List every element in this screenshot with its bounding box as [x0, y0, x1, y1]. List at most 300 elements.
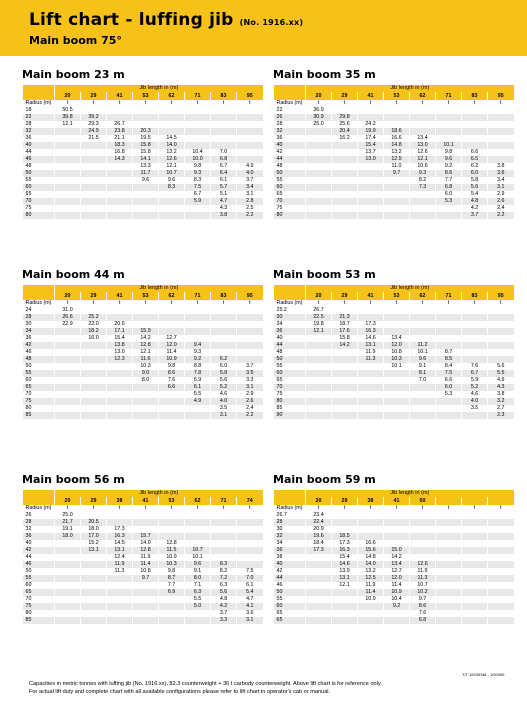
table-row [23, 568, 263, 575]
table-row [274, 596, 514, 603]
jib-label-row [274, 490, 514, 497]
capacity-cell [237, 533, 263, 540]
capacity-cell [436, 212, 462, 219]
capacity-cell [133, 398, 159, 405]
capacity-cell [462, 519, 488, 526]
capacity-cell [410, 519, 436, 526]
capacity-cell [384, 533, 410, 540]
capacity-cell: 20.6 [107, 321, 133, 328]
capacity-cell [107, 307, 133, 314]
capacity-cell [237, 561, 263, 568]
jib-lengths-row [23, 497, 263, 505]
capacity-cell: 13.1 [358, 342, 384, 349]
unit-cell: t [436, 505, 462, 512]
table-row [23, 370, 263, 377]
capacity-cell [332, 391, 358, 398]
capacity-cell [237, 526, 263, 533]
capacity-cell [306, 377, 332, 384]
table-row [274, 610, 514, 617]
capacity-cell: 12.7 [384, 568, 410, 575]
capacity-cell [384, 610, 410, 617]
table-row [23, 121, 263, 128]
table-row [274, 617, 514, 624]
capacity-cell [107, 617, 133, 624]
capacity-cell [488, 547, 514, 554]
capacity-cell [185, 321, 211, 328]
table-row [23, 128, 263, 135]
capacity-cell [55, 191, 81, 198]
table-row [274, 307, 514, 314]
capacity-cell: 39.2 [81, 114, 107, 121]
capacity-cell: 13.4 [384, 335, 410, 342]
unit-cell: t [462, 300, 488, 307]
radius-cell: 28 [276, 121, 283, 127]
table-row [274, 405, 514, 412]
capacity-cell [159, 603, 185, 610]
radius-cell: 48 [276, 349, 283, 355]
capacity-cell [211, 142, 237, 149]
capacity-cell: 14.6 [358, 335, 384, 342]
capacity-cell [384, 198, 410, 205]
capacity-cell: 3.7 [211, 610, 237, 617]
capacity-cell [332, 149, 358, 156]
unit-cell: t [159, 300, 185, 307]
capacity-cell [55, 596, 81, 603]
radius-cell: 44 [274, 342, 306, 349]
capacity-cell: 4.6 [462, 391, 488, 398]
capacity-cell [384, 391, 410, 398]
capacity-cell: 6.1 [237, 582, 263, 589]
unit-cell: t [107, 300, 133, 307]
capacity-cell: 6.1 [185, 384, 211, 391]
capacity-cell [410, 412, 436, 419]
table-row [23, 519, 263, 526]
unit-cell: t [237, 100, 263, 107]
capacity-cell [185, 128, 211, 135]
capacity-cell [410, 128, 436, 135]
capacity-cell [332, 307, 358, 314]
capacity-cell: 11.0 [384, 163, 410, 170]
capacity-cell: 3.5 [237, 370, 263, 377]
capacity-cell: 6.5 [462, 156, 488, 163]
capacity-cell: 10.1 [384, 363, 410, 370]
radius-cell: 28 [25, 121, 32, 127]
table-row [274, 121, 514, 128]
radius-cell: 80 [274, 212, 306, 219]
capacity-cell: 2.7 [488, 405, 514, 412]
capacity-cell: 4.8 [462, 198, 488, 205]
radius-cell: 24 [25, 307, 32, 313]
capacity-cell [462, 135, 488, 142]
capacity-cell [81, 391, 107, 398]
capacity-cell [384, 205, 410, 212]
capacity-cell: 9.1 [410, 363, 436, 370]
capacity-cell: 4.9 [237, 163, 263, 170]
capacity-cell: 14.0 [358, 561, 384, 568]
radius-cell: 34 [276, 540, 283, 546]
capacity-cell [107, 170, 133, 177]
capacity-cell [133, 412, 159, 419]
capacity-cell: 4.2 [211, 603, 237, 610]
capacity-cell: 17.3 [332, 540, 358, 547]
capacity-cell: 14.3 [107, 156, 133, 163]
capacity-cell [55, 575, 81, 582]
jib-length-cell: 95 [237, 292, 263, 300]
capacity-cell: 3.6 [488, 170, 514, 177]
table-row [274, 184, 514, 191]
capacity-cell: 25.6 [332, 121, 358, 128]
radius-cell: 55 [276, 363, 283, 369]
radius-cell: 40 [25, 540, 32, 546]
table-row [23, 170, 263, 177]
capacity-cell [133, 512, 159, 519]
capacity-cell: 7.2 [211, 575, 237, 582]
chart-title: Main boom 35 m [273, 68, 376, 81]
jib-length-cell: 41 [107, 92, 133, 100]
capacity-cell: 4.1 [237, 603, 263, 610]
table-row [23, 321, 263, 328]
capacity-cell [185, 205, 211, 212]
unit-cell: t [55, 100, 81, 107]
unit-cell: t [332, 300, 358, 307]
unit-cell: t [107, 505, 133, 512]
table-row [23, 547, 263, 554]
radius-cell: 70 [274, 198, 306, 205]
radius-cell: 85 [23, 412, 55, 419]
radius-label: Radius (m) [23, 300, 55, 307]
capacity-cell [81, 170, 107, 177]
capacity-cell: 10.9 [384, 589, 410, 596]
capacity-cell [436, 610, 462, 617]
table-row [274, 575, 514, 582]
jib-length-cell: 41 [358, 292, 384, 300]
capacity-cell: 11.9 [358, 582, 384, 589]
capacity-cell [332, 617, 358, 624]
jib-length-cell: 83 [211, 92, 237, 100]
capacity-cell: 14.5 [107, 540, 133, 547]
capacity-cell: 10.7 [410, 582, 436, 589]
capacity-cell [107, 363, 133, 370]
table-row [23, 356, 263, 363]
table-row [23, 582, 263, 589]
capacity-cell [133, 212, 159, 219]
capacity-cell [211, 519, 237, 526]
capacity-cell [211, 554, 237, 561]
jib-length-label: Jib length in (m) [55, 285, 263, 292]
capacity-cell [133, 526, 159, 533]
capacity-cell: 18.7 [332, 321, 358, 328]
capacity-cell [410, 205, 436, 212]
capacity-cell [55, 184, 81, 191]
capacity-cell: 18.6 [384, 128, 410, 135]
capacity-cell: 5.8 [462, 177, 488, 184]
table-row [274, 363, 514, 370]
capacity-cell [237, 349, 263, 356]
capacity-cell [358, 191, 384, 198]
capacity-cell: 7.0 [211, 149, 237, 156]
capacity-cell [436, 547, 462, 554]
capacity-cell: 14.2 [332, 342, 358, 349]
capacity-cell [436, 519, 462, 526]
capacity-cell [306, 356, 332, 363]
capacity-cell: 9.3 [410, 170, 436, 177]
table-row [274, 547, 514, 554]
capacity-cell: 6.7 [462, 370, 488, 377]
capacity-cell [159, 610, 185, 617]
capacity-cell [185, 610, 211, 617]
capacity-cell: 8.3 [185, 177, 211, 184]
capacity-cell [384, 617, 410, 624]
capacity-cell [185, 328, 211, 335]
table-row [23, 163, 263, 170]
capacity-cell [55, 342, 81, 349]
capacity-cell [436, 342, 462, 349]
table-row [274, 512, 514, 519]
table-row [23, 398, 263, 405]
capacity-cell: 21.5 [81, 135, 107, 142]
capacity-cell [237, 135, 263, 142]
capacity-cell: 6.0 [436, 191, 462, 198]
radius-cell: 60 [25, 582, 32, 588]
capacity-cell [81, 412, 107, 419]
capacity-cell [462, 547, 488, 554]
capacity-cell [462, 526, 488, 533]
capacity-cell: 29.3 [81, 121, 107, 128]
capacity-cell: 8.6 [159, 370, 185, 377]
capacity-cell: 3.1 [488, 184, 514, 191]
jib-length-cell [462, 497, 488, 505]
lift-table [273, 490, 514, 624]
capacity-cell [55, 156, 81, 163]
capacity-cell [211, 307, 237, 314]
radius-cell: 50 [25, 363, 32, 369]
capacity-cell: 11.4 [358, 589, 384, 596]
jib-length-label: Jib length in (m) [306, 85, 514, 92]
capacity-cell: 14.0 [133, 540, 159, 547]
capacity-cell [185, 142, 211, 149]
capacity-cell [159, 533, 185, 540]
capacity-cell [410, 191, 436, 198]
capacity-cell [488, 554, 514, 561]
capacity-cell [237, 554, 263, 561]
capacity-cell [237, 321, 263, 328]
capacity-cell [358, 512, 384, 519]
capacity-cell: 8.3 [211, 561, 237, 568]
capacity-cell [81, 191, 107, 198]
capacity-cell [384, 212, 410, 219]
lift-table [22, 85, 263, 219]
capacity-cell: 3.6 [237, 610, 263, 617]
capacity-cell [133, 589, 159, 596]
unit-row [23, 505, 263, 512]
jib-lengths-row [274, 497, 514, 505]
capacity-cell: 13.1 [107, 547, 133, 554]
capacity-cell [462, 142, 488, 149]
capacity-cell [410, 121, 436, 128]
radius-cell: 34 [276, 321, 283, 327]
capacity-cell [332, 377, 358, 384]
jib-lengths-row [274, 92, 514, 100]
capacity-cell [384, 191, 410, 198]
capacity-cell [410, 314, 436, 321]
jib-length-cell: 62 [159, 292, 185, 300]
capacity-cell [159, 512, 185, 519]
capacity-cell [81, 177, 107, 184]
capacity-cell: 26.7 [306, 307, 332, 314]
table-row [274, 377, 514, 384]
jib-length-cell [488, 497, 514, 505]
header-spacer [23, 490, 55, 497]
capacity-cell [55, 377, 81, 384]
unit-row [274, 300, 514, 307]
capacity-cell: 3.1 [211, 412, 237, 419]
capacity-cell: 10.4 [185, 149, 211, 156]
capacity-cell [81, 149, 107, 156]
capacity-cell: 7.6 [410, 610, 436, 617]
table-row [23, 533, 263, 540]
capacity-cell: 5.7 [211, 184, 237, 191]
capacity-cell: 4.0 [237, 170, 263, 177]
capacity-cell [107, 603, 133, 610]
capacity-cell: 12.3 [107, 356, 133, 363]
capacity-cell [488, 561, 514, 568]
capacity-cell [332, 349, 358, 356]
capacity-cell [462, 107, 488, 114]
capacity-cell [55, 198, 81, 205]
capacity-cell [306, 184, 332, 191]
capacity-cell: 9.7 [133, 575, 159, 582]
unit-cell: t [133, 100, 159, 107]
capacity-cell: 21.7 [55, 519, 81, 526]
capacity-cell: 23.4 [306, 512, 332, 519]
capacity-cell [55, 384, 81, 391]
capacity-cell: 10.6 [410, 163, 436, 170]
capacity-cell: 19.9 [358, 128, 384, 135]
capacity-cell [436, 412, 462, 419]
radius-cell: 55 [276, 177, 283, 183]
capacity-cell: 11.9 [133, 554, 159, 561]
capacity-cell: 8.2 [410, 177, 436, 184]
capacity-cell: 16.2 [332, 135, 358, 142]
capacity-cell [81, 107, 107, 114]
unit-cell: t [306, 505, 332, 512]
capacity-cell: 11.3 [410, 575, 436, 582]
radius-cell: 22 [23, 114, 55, 121]
capacity-cell: 4.7 [237, 596, 263, 603]
capacity-cell [384, 526, 410, 533]
capacity-cell [159, 114, 185, 121]
capacity-cell [55, 205, 81, 212]
capacity-cell: 5.4 [237, 589, 263, 596]
capacity-cell [211, 349, 237, 356]
capacity-cell [358, 519, 384, 526]
unit-row [274, 505, 514, 512]
radius-cell: 65 [25, 191, 32, 197]
capacity-cell: 9.8 [159, 568, 185, 575]
table-row [274, 135, 514, 142]
capacity-cell [55, 603, 81, 610]
radius-cell: 40 [274, 142, 306, 149]
capacity-cell [306, 191, 332, 198]
unit-cell: t [358, 300, 384, 307]
capacity-cell: 12.1 [410, 156, 436, 163]
capacity-cell: 4.9 [185, 398, 211, 405]
radius-cell: 36 [25, 135, 32, 141]
unit-cell: t [133, 505, 159, 512]
capacity-cell [436, 314, 462, 321]
capacity-cell [159, 321, 185, 328]
radius-cell: 28 [23, 519, 55, 526]
table-row [23, 212, 263, 219]
radius-cell: 32 [274, 128, 306, 135]
capacity-cell: 10.7 [159, 170, 185, 177]
capacity-cell: 25.0 [55, 512, 81, 519]
capacity-cell: 11.6 [133, 356, 159, 363]
capacity-cell: 8.8 [185, 363, 211, 370]
capacity-cell [332, 398, 358, 405]
capacity-cell [133, 405, 159, 412]
capacity-cell: 12.1 [306, 328, 332, 335]
capacity-cell: 9.3 [185, 349, 211, 356]
capacity-cell [410, 107, 436, 114]
capacity-cell [55, 163, 81, 170]
radius-cell: 85 [276, 405, 283, 411]
capacity-cell: 3.5 [211, 405, 237, 412]
capacity-cell [462, 554, 488, 561]
jib-length-cell: 71 [436, 292, 462, 300]
capacity-cell [410, 328, 436, 335]
chart-title: Main boom 44 m [22, 268, 125, 281]
capacity-cell: 7.5 [185, 184, 211, 191]
capacity-cell: 29.8 [332, 114, 358, 121]
capacity-cell: 7.6 [159, 377, 185, 384]
capacity-cell [55, 128, 81, 135]
capacity-cell [81, 307, 107, 314]
capacity-cell [462, 307, 488, 314]
capacity-cell [488, 142, 514, 149]
capacity-cell [306, 596, 332, 603]
capacity-cell [306, 335, 332, 342]
radius-label: Radius (m) [23, 505, 55, 512]
capacity-cell [133, 307, 159, 314]
capacity-cell [185, 526, 211, 533]
radius-cell: 50 [274, 589, 306, 596]
capacity-cell [436, 526, 462, 533]
capacity-cell: 10.3 [133, 363, 159, 370]
capacity-cell: 7.1 [185, 582, 211, 589]
capacity-cell: 12.5 [384, 156, 410, 163]
radius-cell: 28 [274, 519, 306, 526]
radius-cell: 55 [23, 575, 55, 582]
page-title [29, 10, 303, 30]
unit-cell: t [185, 100, 211, 107]
capacity-cell: 6.0 [211, 363, 237, 370]
capacity-cell [159, 328, 185, 335]
capacity-cell [237, 547, 263, 554]
capacity-cell: 18.2 [81, 328, 107, 335]
capacity-cell: 22.0 [81, 321, 107, 328]
capacity-cell: 20.9 [306, 526, 332, 533]
radius-cell: 32 [274, 533, 306, 540]
capacity-cell [306, 603, 332, 610]
capacity-cell: 12.1 [159, 163, 185, 170]
capacity-cell [410, 547, 436, 554]
capacity-cell [133, 314, 159, 321]
table-row [274, 328, 514, 335]
capacity-cell [462, 356, 488, 363]
jib-length-cell: 38 [358, 497, 384, 505]
capacity-cell: 14.1 [133, 156, 159, 163]
